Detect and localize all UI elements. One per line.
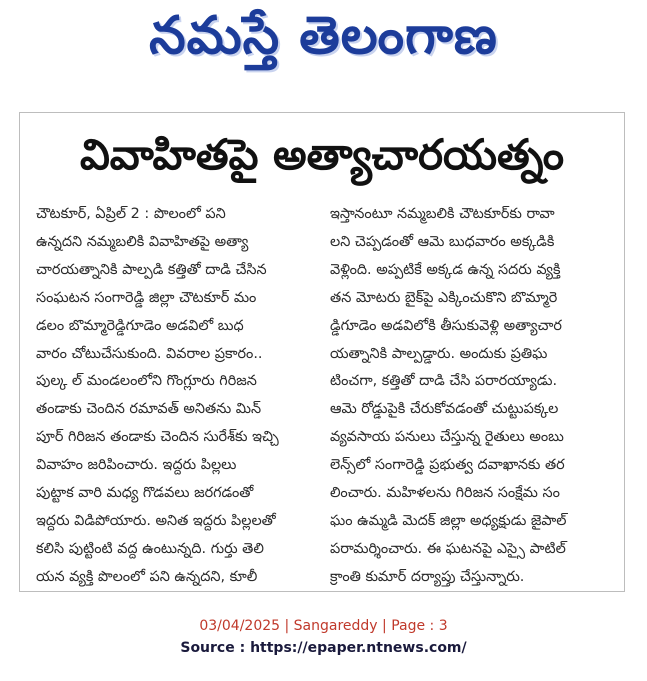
article-text-line: పుట్టాక వారి మధ్య గొడవలు జరగడంతో [36,485,254,502]
article-column-left [36,201,314,592]
article-text-line: వ్యవసాయ పనులు చేస్తున్న రైతులు అంబు [330,429,564,446]
article-text-line: టించగా, కత్తితో దాడి చేసి పరారయ్యాడు. [330,373,558,390]
article-text-line: సంఘటన సంగారెడ్డి జిల్లా చౌటకూర్ మం [36,289,257,306]
article-text-line: వారం చోటుచేసుకుంది. వివరాల ప్రకారం.. [36,345,263,362]
clipping-footer [0,615,647,659]
article-text-line: తన మోటరు బైక్‌పై ఎక్కించుకొని బొమ్మారె [330,289,558,306]
article-text-line: లెన్స్‌లో సంగారెడ్డి ప్రభుత్వ దవాఖానకు తర [330,457,565,474]
article-text-line: తండాకు చెందిన రమావత్ అనితను మిన్ [36,401,262,418]
article-text-line: ఆమె రోడ్డుపైకి చేరుకోవడంతో చుట్టుపక్కల [330,401,559,418]
masthead [0,0,647,100]
article-text-line: డలం బొమ్మారెడ్డిగూడెం అడవిలో బుధ [36,317,244,334]
article-text-line: యన వ్యక్తి పొలంలో పని ఉన్నదని, కూలీ [36,568,258,585]
article-headline: వివాహితపై అత్యాచారయత్నం [79,130,565,179]
article-clipping [19,112,625,592]
article-text-line: కలిసి పుట్టింటి వద్ద ఉంటున్నది. గుర్తు తెలి [36,540,264,557]
article-text-line: పుల్క ల్ మండలంలోని గొంగ్లూరు గిరిజన [36,373,257,390]
footer-dateline: 03/04/2025 | Sangareddy | Page : 3 [199,618,448,634]
article-text-line: ఇస్తానంటూ నమ్మబలికి చౌటకూర్‌కు రావా [330,206,555,222]
article-text-line: లించారు. మహిళలను గిరిజన సంక్షేమ సం [330,485,560,502]
article-text-line: వెళ్లింది. అప్పటికే అక్కడ ఉన్న సదరు వ్యక్తి [330,261,561,278]
article-text-line: చౌటకూర్, ఏప్రిల్ 2 : పొలంలో పని [36,206,226,222]
article-text-line: క్రాంతి కుమార్ దర్యాప్తు చేస్తున్నారు. [330,568,525,585]
article-text-line: ఘం ఉమ్మడి మెదక్ జిల్లా అధ్యక్షుడు జైపాల్ [330,512,567,529]
article-text-line: వివాహం జరిపించారు. ఇద్దరు పిల్లలు [36,457,237,474]
article-text-line: ఉన్నదని నమ్మబలికి వివాహితపై అత్యా [36,233,249,250]
article-text-line: పూర్ గిరిజన తండాకు చెందిన సురేశ్‌కు ఇచ్చి [36,429,279,446]
article-text-line: లని చెప్పడంతో ఆమె బుధవారం అక్కడికి [330,233,555,250]
masthead-logo: నమస్తే తెలంగాణ [149,6,498,66]
footer-source-link[interactable]: Source : https://epaper.ntnews.com/ [180,640,467,656]
article-text-line: డ్డిగూడెం అడవిలోకి తీసుకువెళ్లి అత్యాచార [330,317,562,334]
article-text-line: యత్నానికి పాల్పడ్డారు. అందుకు ప్రతిఘ [330,345,548,362]
article-column-right [330,201,608,592]
article-text-line: ఇద్దరు విడిపోయారు. అనిత ఇద్దరు పిల్లలతో [36,512,276,529]
article-text-line: పరామర్శించారు. ఈ ఘటనపై ఎస్సై పాటిల్ [330,540,566,557]
article-text-line: చారయత్నానికి పాల్పడి కత్తితో దాడి చేసిన [36,261,267,278]
